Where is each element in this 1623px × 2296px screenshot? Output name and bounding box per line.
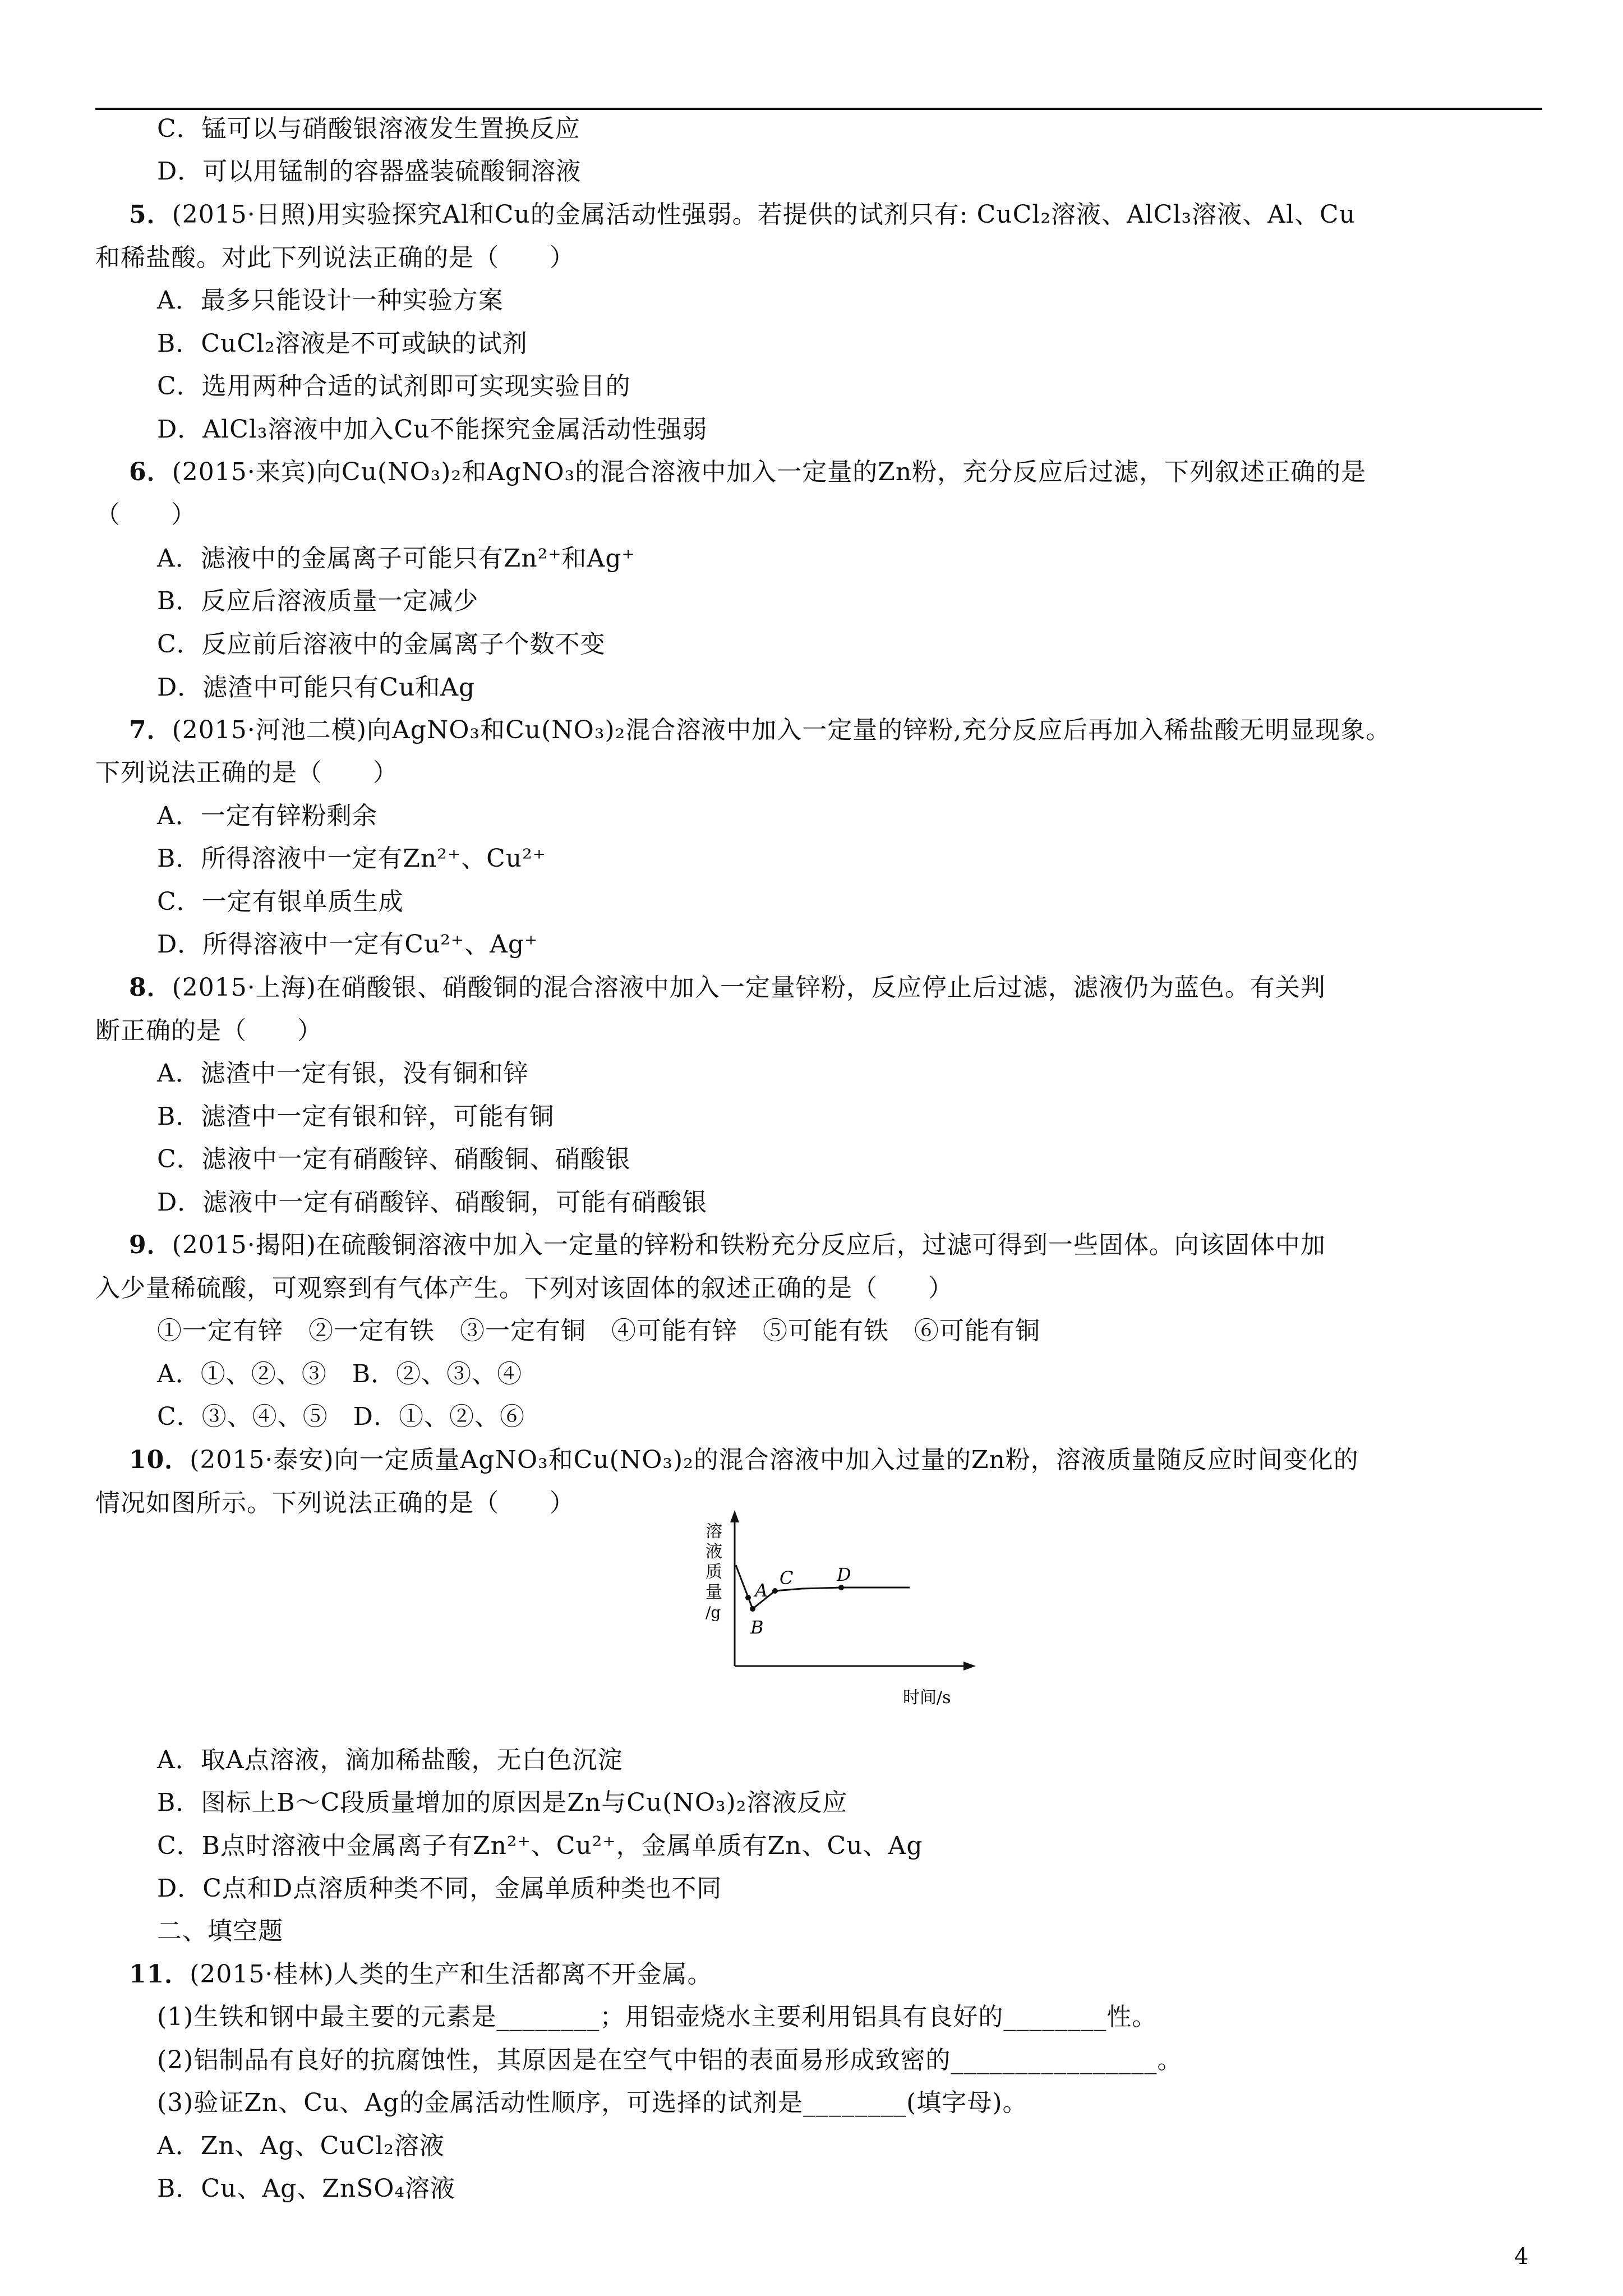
point-b-label: B [750,1617,764,1638]
option-line: D．滤渣中可能只有Cu和Ag [157,673,476,702]
option-line: B．反应后溶液质量一定减少 [157,587,479,615]
question-line: 和稀盐酸。对此下列说法正确的是（ ） [95,243,575,272]
question-5 [129,198,1355,232]
y-axis-label-char: 质 [706,1562,722,1582]
question-number: 7． [129,716,172,744]
question-9 [129,1228,1326,1262]
option-line: C．③、④、⑤ D．①、②、⑥ [157,1402,525,1431]
question-10 [129,1443,1359,1477]
option-line: A．滤渣中一定有银，没有铜和锌 [157,1059,529,1088]
point-a [745,1595,751,1600]
question-line: （ ） [95,500,196,529]
header-rule [95,108,1542,110]
question-text: (2015·日照)用实验探究Al和Cu的金属活动性强弱。若提供的试剂只有: CuCl₂溶液、AlCl₃溶液、Al、Cu [172,200,1356,229]
question-text: (2015·揭阳)在硫酸铜溶液中加入一定量的锌粉和铁粉充分反应后，过滤可得到一些固体。向该固体中加 [172,1231,1326,1259]
option-line: A．Zn、Ag、CuCl₂溶液 [157,2132,445,2160]
option-line: D．C点和D点溶质种类不同，金属单质种类也不同 [157,1874,722,1903]
y-axis-label-char: 溶 [706,1522,722,1542]
point-d [838,1585,844,1590]
option-line: A．①、②、③ B．②、③、④ [157,1360,523,1388]
option-line: A．滤液中的金属离子可能只有Zn²⁺和Ag⁺ [157,544,635,573]
option-line: D．所得溶液中一定有Cu²⁺、Ag⁺ [157,930,538,959]
option-line: B．Cu、Ag、ZnSO₄溶液 [157,2174,456,2203]
option-line: B．图标上B～C段质量增加的原因是Zn与Cu(NO₃)₂溶液反应 [157,1788,848,1817]
page-number: 4 [1514,2244,1529,2270]
option-line: B．所得溶液中一定有Zn²⁺、Cu²⁺ [157,844,546,873]
point-a-label: A [755,1580,768,1601]
section-heading: 二、填空题 [157,1917,283,1945]
statement-list: ①一定有锌 ②一定有铁 ③一定有铜 ④可能有锌 ⑤可能有铁 ⑥可能有铜 [157,1317,1040,1345]
option-line: C．B点时溶液中金属离子有Zn²⁺、Cu²⁺，金属单质有Zn、Cu、Ag [157,1832,923,1860]
question-number: 5． [129,200,172,229]
question-number: 11． [129,1960,190,1989]
question-text: (2015·泰安)向一定质量AgNO₃和Cu(NO₃)₂的混合溶液中加入过量的Zn粉，溶液质量随反应时间变化的 [190,1446,1359,1474]
y-axis-arrow [730,1510,739,1522]
fill-blank-line: (3)验证Zn、Cu、Ag的金属活动性顺序，可选择的试剂是________(填字母)。 [157,2088,1028,2117]
question-text: (2015·上海)在硝酸银、硝酸铜的混合溶液中加入一定量锌粉，反应停止后过滤，滤液仍为蓝色。有关判 [172,973,1326,1002]
question-11 [129,1958,713,1991]
option-line: C．选用两种合适的试剂即可实现实验目的 [157,372,631,401]
question-number: 6． [129,458,172,486]
question-text: (2015·河池二模)向AgNO₃和Cu(NO₃)₂混合溶液中加入一定量的锌粉,充分反应后再加入稀盐酸无明显现象。 [172,716,1391,744]
question-8 [129,971,1326,1005]
option-line: C．滤液中一定有硝酸锌、硝酸铜、硝酸银 [157,1145,631,1174]
question-6 [129,455,1366,489]
mass-time-chart [690,1509,993,1722]
y-axis-label-char: 液 [706,1542,722,1562]
fill-blank-line: (1)生铁和钢中最主要的元素是________；用铝壶烧水主要利用铝具有良好的________性。 [157,2003,1158,2031]
point-b [750,1606,755,1612]
question-line: 下列说法正确的是（ ） [95,758,398,787]
x-axis-label: 时间/s [903,1688,951,1708]
option-line: A．最多只能设计一种实验方案 [157,286,504,315]
point-c [772,1588,778,1594]
point-d-label: D [837,1564,851,1585]
question-7 [129,714,1391,747]
option-line: C．一定有银单质生成 [157,887,404,916]
question-number: 10． [129,1446,190,1474]
y-axis-label-char: /g [706,1603,721,1622]
option-line: A．一定有锌粉剩余 [157,802,377,830]
option-line: B．CuCl₂溶液是不可或缺的试剂 [157,329,528,358]
question-line: 情况如图所示。下列说法正确的是（ ） [95,1489,575,1517]
point-c-label: C [780,1567,794,1589]
question-line: 断正确的是（ ） [95,1016,322,1045]
question-text: (2015·来宾)向Cu(NO₃)₂和AgNO₃的混合溶液中加入一定量的Zn粉，充分反应后过滤，下列叙述正确的是 [172,458,1367,486]
y-axis-label-char: 量 [706,1582,722,1602]
option-line: D．AlCl₃溶液中加入Cu不能探究金属活动性强弱 [157,415,708,444]
option-line: A．取A点溶液，滴加稀盐酸，无白色沉淀 [157,1746,623,1774]
fill-blank-line: (2)铝制品有良好的抗腐蚀性，其原因是在空气中铝的表面易形成致密的________________。 [157,2046,1183,2074]
option-line: D．滤液中一定有硝酸锌、硝酸铜，可能有硝酸银 [157,1188,708,1217]
question-text: (2015·桂林)人类的生产和生活都离不开金属。 [190,1960,713,1989]
question-line: 入少量稀硫酸，可观察到有气体产生。下列对该固体的叙述正确的是（ ） [95,1274,953,1303]
option-line: C．锰可以与硝酸银溶液发生置换反应 [157,114,580,143]
option-line: D．可以用锰制的容器盛装硫酸铜溶液 [157,157,582,186]
question-number: 8． [129,973,172,1002]
option-line: C．反应前后溶液中的金属离子个数不变 [157,630,606,659]
question-number: 9． [129,1231,172,1259]
x-axis-arrow [963,1662,976,1671]
option-line: B．滤渣中一定有银和锌，可能有铜 [157,1102,555,1131]
